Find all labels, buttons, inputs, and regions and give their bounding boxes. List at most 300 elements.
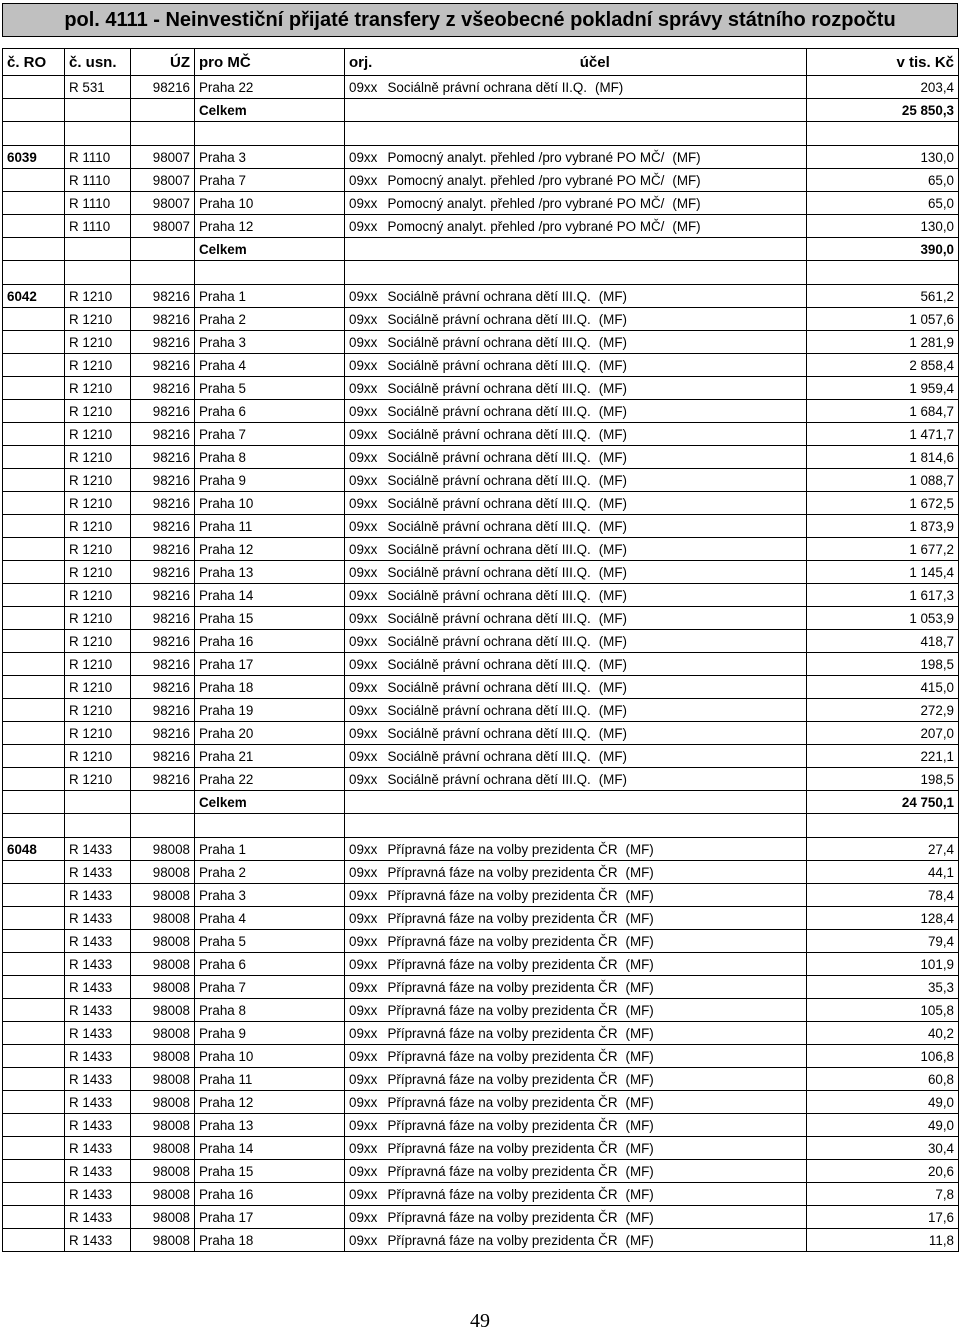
cell-ucel <box>384 976 807 999</box>
cell-orj <box>345 99 384 122</box>
cell-ro <box>3 354 65 377</box>
cell-orj: 09xx <box>345 354 384 377</box>
cell-uz: 98008 <box>131 907 195 930</box>
header-usn: č. usn. <box>65 49 131 76</box>
cell-ro <box>3 308 65 331</box>
table-row <box>3 469 959 492</box>
page-number: 49 <box>470 1310 490 1332</box>
purpose-text: Sociálně právní ochrana dětí III.Q. <box>387 334 591 350</box>
purpose-text: Sociálně právní ochrana dětí II.Q. <box>387 79 587 95</box>
table-row <box>3 1183 959 1206</box>
cell-ucel <box>384 1137 807 1160</box>
cell-value: 49,0 <box>807 1114 959 1137</box>
cell-value: 17,6 <box>807 1206 959 1229</box>
table-row <box>3 653 959 676</box>
purpose-text: Přípravná fáze na volby prezidenta ČR <box>387 910 618 926</box>
cell-ucel <box>384 930 807 953</box>
purpose-text: Přípravná fáze na volby prezidenta ČR <box>387 1232 618 1248</box>
purpose-text: Sociálně právní ochrana dětí III.Q. <box>387 518 591 534</box>
blank-row <box>3 122 959 146</box>
mf-label: (MF) <box>598 449 627 465</box>
cell-usn: R 1210 <box>65 607 131 630</box>
cell-value: 7,8 <box>807 1183 959 1206</box>
cell-value: 1 617,3 <box>807 584 959 607</box>
cell-ro <box>3 515 65 538</box>
purpose-text: Přípravná fáze na volby prezidenta ČR <box>387 1071 618 1087</box>
cell-mc: Praha 12 <box>195 215 345 238</box>
cell-ro <box>3 561 65 584</box>
table-row <box>3 1137 959 1160</box>
table-row <box>3 768 959 791</box>
mf-label: (MF) <box>672 218 701 234</box>
cell-mc: Praha 8 <box>195 446 345 469</box>
cell-usn: R 1110 <box>65 192 131 215</box>
cell-ro <box>3 1183 65 1206</box>
cell-usn: R 1433 <box>65 907 131 930</box>
table-header-row <box>3 49 959 76</box>
cell-value: 198,5 <box>807 653 959 676</box>
cell-value: 65,0 <box>807 192 959 215</box>
mf-label: (MF) <box>625 933 654 949</box>
cell-value: 1 814,6 <box>807 446 959 469</box>
cell-mc: Praha 5 <box>195 377 345 400</box>
cell-uz: 98216 <box>131 653 195 676</box>
cell-mc: Praha 1 <box>195 285 345 308</box>
cell-uz: 98008 <box>131 1160 195 1183</box>
cell-mc: Praha 9 <box>195 1022 345 1045</box>
cell-mc: Praha 7 <box>195 169 345 192</box>
mf-label: (MF) <box>625 956 654 972</box>
cell-uz: 98216 <box>131 469 195 492</box>
transfers-table <box>2 48 959 1252</box>
cell-mc: Praha 3 <box>195 146 345 169</box>
cell-orj: 09xx <box>345 308 384 331</box>
cell-ucel <box>384 446 807 469</box>
cell-ro <box>3 400 65 423</box>
cell-uz: 98216 <box>131 331 195 354</box>
table-row <box>3 838 959 861</box>
cell-mc: Praha 13 <box>195 561 345 584</box>
cell-ro <box>3 469 65 492</box>
table-row <box>3 308 959 331</box>
cell-uz: 98008 <box>131 953 195 976</box>
cell-usn: R 1210 <box>65 308 131 331</box>
cell-uz: 98216 <box>131 722 195 745</box>
purpose-text: Přípravná fáze na volby prezidenta ČR <box>387 841 618 857</box>
cell-usn: R 1433 <box>65 999 131 1022</box>
cell-ro <box>3 215 65 238</box>
mf-label: (MF) <box>625 1048 654 1064</box>
cell-ucel <box>384 515 807 538</box>
cell-uz: 98216 <box>131 446 195 469</box>
table-row <box>3 215 959 238</box>
cell-mc: Praha 18 <box>195 1229 345 1252</box>
cell-ro <box>3 1160 65 1183</box>
cell-ro <box>3 584 65 607</box>
cell-usn: R 1433 <box>65 976 131 999</box>
cell-orj: 09xx <box>345 699 384 722</box>
table-row <box>3 285 959 308</box>
total-value: 24 750,1 <box>807 791 959 814</box>
cell-usn: R 1210 <box>65 423 131 446</box>
cell-value: 1 873,9 <box>807 515 959 538</box>
cell-value: 79,4 <box>807 930 959 953</box>
cell-uz: 98216 <box>131 515 195 538</box>
cell-uz: 98216 <box>131 400 195 423</box>
cell-mc: Praha 15 <box>195 1160 345 1183</box>
table-row <box>3 884 959 907</box>
table-row <box>3 584 959 607</box>
cell-uz: 98216 <box>131 561 195 584</box>
cell-usn <box>65 814 131 838</box>
cell-ro <box>3 238 65 261</box>
cell-mc: Praha 10 <box>195 492 345 515</box>
purpose-text: Sociálně právní ochrana dětí III.Q. <box>387 357 591 373</box>
mf-label: (MF) <box>598 656 627 672</box>
cell-usn <box>65 122 131 146</box>
cell-mc <box>195 122 345 146</box>
cell-ucel <box>384 1091 807 1114</box>
cell-usn: R 1433 <box>65 1206 131 1229</box>
cell-ucel <box>384 331 807 354</box>
table-row <box>3 538 959 561</box>
cell-ucel <box>384 1045 807 1068</box>
cell-orj: 09xx <box>345 884 384 907</box>
cell-orj: 09xx <box>345 676 384 699</box>
mf-label: (MF) <box>598 771 627 787</box>
purpose-text: Sociálně právní ochrana dětí III.Q. <box>387 564 591 580</box>
page-title: pol. 4111 - Neinvestiční přijaté transfery z všeobecné pokladní správy státního rozpočtu <box>2 3 958 37</box>
total-label: Celkem <box>195 99 345 122</box>
mf-label: (MF) <box>598 702 627 718</box>
cell-value: 1 959,4 <box>807 377 959 400</box>
cell-value: 207,0 <box>807 722 959 745</box>
table-row <box>3 1091 959 1114</box>
cell-usn: R 1433 <box>65 1160 131 1183</box>
cell-uz <box>131 791 195 814</box>
cell-ro <box>3 331 65 354</box>
cell-ucel <box>384 192 807 215</box>
total-label: Celkem <box>195 791 345 814</box>
cell-orj <box>345 814 384 838</box>
cell-orj: 09xx <box>345 1045 384 1068</box>
cell-uz: 98008 <box>131 1206 195 1229</box>
mf-label: (MF) <box>598 564 627 580</box>
cell-ucel <box>384 607 807 630</box>
cell-value: 1 471,7 <box>807 423 959 446</box>
mf-label: (MF) <box>625 1025 654 1041</box>
cell-usn: R 1433 <box>65 1022 131 1045</box>
cell-uz: 98216 <box>131 538 195 561</box>
cell-uz: 98216 <box>131 630 195 653</box>
purpose-text: Sociálně právní ochrana dětí III.Q. <box>387 472 591 488</box>
purpose-text: Přípravná fáze na volby prezidenta ČR <box>387 1117 618 1133</box>
cell-ro <box>3 169 65 192</box>
header-value: v tis. Kč <box>807 49 959 76</box>
cell-orj: 09xx <box>345 930 384 953</box>
cell-value: 1 088,7 <box>807 469 959 492</box>
cell-ro <box>3 1091 65 1114</box>
cell-mc: Praha 2 <box>195 308 345 331</box>
mf-label: (MF) <box>625 887 654 903</box>
cell-orj: 09xx <box>345 561 384 584</box>
total-row <box>3 99 959 122</box>
purpose-text: Sociálně právní ochrana dětí III.Q. <box>387 748 591 764</box>
purpose-text: Přípravná fáze na volby prezidenta ČR <box>387 1002 618 1018</box>
cell-ro <box>3 1022 65 1045</box>
cell-usn: R 1210 <box>65 400 131 423</box>
cell-uz: 98008 <box>131 1229 195 1252</box>
cell-usn: R 1433 <box>65 1114 131 1137</box>
cell-usn: R 1433 <box>65 861 131 884</box>
cell-ucel <box>384 285 807 308</box>
mf-label: (MF) <box>625 1232 654 1248</box>
mf-label: (MF) <box>598 472 627 488</box>
cell-ro <box>3 492 65 515</box>
table-row <box>3 630 959 653</box>
purpose-text: Přípravná fáze na volby prezidenta ČR <box>387 1094 618 1110</box>
cell-ro <box>3 745 65 768</box>
cell-value: 130,0 <box>807 146 959 169</box>
cell-uz: 98216 <box>131 699 195 722</box>
cell-mc: Praha 12 <box>195 1091 345 1114</box>
cell-uz: 98008 <box>131 838 195 861</box>
cell-ucel <box>384 699 807 722</box>
purpose-text: Pomocný analyt. přehled /pro vybrané PO MČ/ <box>387 149 665 165</box>
cell-value: 101,9 <box>807 953 959 976</box>
cell-ro <box>3 1068 65 1091</box>
purpose-text: Přípravná fáze na volby prezidenta ČR <box>387 956 618 972</box>
cell-ucel <box>384 169 807 192</box>
cell-usn: R 531 <box>65 76 131 99</box>
table-row <box>3 515 959 538</box>
table-row <box>3 1022 959 1045</box>
purpose-text: Pomocný analyt. přehled /pro vybrané PO MČ/ <box>387 195 665 211</box>
mf-label: (MF) <box>598 311 627 327</box>
cell-ro <box>3 122 65 146</box>
cell-orj: 09xx <box>345 584 384 607</box>
cell-usn <box>65 99 131 122</box>
cell-orj: 09xx <box>345 1229 384 1252</box>
cell-usn: R 1433 <box>65 838 131 861</box>
cell-mc: Praha 9 <box>195 469 345 492</box>
purpose-text: Sociálně právní ochrana dětí III.Q. <box>387 587 591 603</box>
cell-orj <box>345 122 384 146</box>
cell-mc: Praha 6 <box>195 953 345 976</box>
table-row <box>3 722 959 745</box>
cell-uz: 98216 <box>131 377 195 400</box>
cell-mc: Praha 12 <box>195 538 345 561</box>
cell-uz: 98216 <box>131 607 195 630</box>
purpose-text: Přípravná fáze na volby prezidenta ČR <box>387 933 618 949</box>
cell-orj: 09xx <box>345 861 384 884</box>
cell-value: 561,2 <box>807 285 959 308</box>
cell-value: 49,0 <box>807 1091 959 1114</box>
table-row <box>3 1114 959 1137</box>
cell-orj: 09xx <box>345 630 384 653</box>
cell-value: 1 684,7 <box>807 400 959 423</box>
cell-ro <box>3 1137 65 1160</box>
cell-uz: 98216 <box>131 76 195 99</box>
cell-ucel <box>384 768 807 791</box>
cell-value: 198,5 <box>807 768 959 791</box>
cell-value: 221,1 <box>807 745 959 768</box>
cell-mc: Praha 20 <box>195 722 345 745</box>
cell-usn: R 1433 <box>65 1137 131 1160</box>
cell-uz: 98216 <box>131 584 195 607</box>
mf-label: (MF) <box>598 587 627 603</box>
cell-ro <box>3 722 65 745</box>
purpose-text: Sociálně právní ochrana dětí III.Q. <box>387 610 591 626</box>
cell-ucel <box>384 354 807 377</box>
table-row <box>3 377 959 400</box>
cell-usn: R 1433 <box>65 1229 131 1252</box>
cell-uz: 98216 <box>131 354 195 377</box>
cell-ro <box>3 1229 65 1252</box>
total-value: 25 850,3 <box>807 99 959 122</box>
cell-uz: 98008 <box>131 999 195 1022</box>
cell-orj: 09xx <box>345 515 384 538</box>
cell-mc: Praha 16 <box>195 630 345 653</box>
cell-mc: Praha 3 <box>195 884 345 907</box>
purpose-text: Pomocný analyt. přehled /pro vybrané PO MČ/ <box>387 172 665 188</box>
cell-value: 40,2 <box>807 1022 959 1045</box>
purpose-text: Pomocný analyt. přehled /pro vybrané PO MČ/ <box>387 218 665 234</box>
purpose-text: Přípravná fáze na volby prezidenta ČR <box>387 1186 618 1202</box>
cell-value: 1 677,2 <box>807 538 959 561</box>
cell-usn: R 1210 <box>65 331 131 354</box>
mf-label: (MF) <box>672 172 701 188</box>
cell-usn: R 1433 <box>65 1091 131 1114</box>
purpose-text: Přípravná fáze na volby prezidenta ČR <box>387 1025 618 1041</box>
cell-ro: 6042 <box>3 285 65 308</box>
cell-mc: Praha 14 <box>195 1137 345 1160</box>
cell-uz: 98216 <box>131 768 195 791</box>
cell-value: 203,4 <box>807 76 959 99</box>
cell-uz: 98216 <box>131 745 195 768</box>
cell-usn: R 1433 <box>65 930 131 953</box>
mf-label: (MF) <box>625 910 654 926</box>
cell-ucel <box>384 1022 807 1045</box>
cell-usn: R 1110 <box>65 169 131 192</box>
cell-ucel <box>384 122 807 146</box>
cell-ro <box>3 261 65 285</box>
cell-uz: 98216 <box>131 308 195 331</box>
cell-uz: 98216 <box>131 676 195 699</box>
cell-value: 27,4 <box>807 838 959 861</box>
cell-usn: R 1210 <box>65 515 131 538</box>
cell-usn: R 1433 <box>65 884 131 907</box>
cell-ucel <box>384 838 807 861</box>
table-row <box>3 76 959 99</box>
cell-value: 2 858,4 <box>807 354 959 377</box>
cell-ro <box>3 930 65 953</box>
cell-uz: 98007 <box>131 146 195 169</box>
cell-orj <box>345 238 384 261</box>
cell-ucel <box>384 492 807 515</box>
table-row <box>3 331 959 354</box>
cell-orj: 09xx <box>345 469 384 492</box>
cell-ucel <box>384 423 807 446</box>
table-row <box>3 745 959 768</box>
blank-row <box>3 261 959 285</box>
cell-orj: 09xx <box>345 976 384 999</box>
purpose-text: Sociálně právní ochrana dětí III.Q. <box>387 771 591 787</box>
purpose-text: Přípravná fáze na volby prezidenta ČR <box>387 979 618 995</box>
table-row <box>3 1206 959 1229</box>
cell-ucel <box>384 469 807 492</box>
cell-mc: Praha 16 <box>195 1183 345 1206</box>
mf-label: (MF) <box>625 1117 654 1133</box>
mf-label: (MF) <box>598 610 627 626</box>
cell-orj: 09xx <box>345 907 384 930</box>
cell-orj: 09xx <box>345 492 384 515</box>
cell-mc: Praha 22 <box>195 76 345 99</box>
table-row <box>3 400 959 423</box>
cell-value: 60,8 <box>807 1068 959 1091</box>
cell-value: 78,4 <box>807 884 959 907</box>
table-row <box>3 169 959 192</box>
table-row <box>3 676 959 699</box>
cell-uz <box>131 814 195 838</box>
cell-usn: R 1110 <box>65 215 131 238</box>
table-row <box>3 354 959 377</box>
cell-uz: 98008 <box>131 1091 195 1114</box>
cell-ucel <box>384 722 807 745</box>
cell-mc: Praha 8 <box>195 999 345 1022</box>
mf-label: (MF) <box>598 541 627 557</box>
cell-usn: R 1433 <box>65 1045 131 1068</box>
cell-ucel <box>384 745 807 768</box>
cell-ucel <box>384 814 807 838</box>
cell-usn: R 1433 <box>65 1183 131 1206</box>
cell-usn: R 1210 <box>65 354 131 377</box>
cell-mc: Praha 14 <box>195 584 345 607</box>
cell-uz: 98007 <box>131 169 195 192</box>
cell-uz: 98008 <box>131 1045 195 1068</box>
cell-orj: 09xx <box>345 607 384 630</box>
cell-usn: R 1210 <box>65 722 131 745</box>
cell-uz: 98008 <box>131 1114 195 1137</box>
cell-orj: 09xx <box>345 768 384 791</box>
mf-label: (MF) <box>625 841 654 857</box>
purpose-text: Sociálně právní ochrana dětí III.Q. <box>387 633 591 649</box>
header-ro: č. RO <box>3 49 65 76</box>
cell-orj: 09xx <box>345 1183 384 1206</box>
cell-uz: 98216 <box>131 492 195 515</box>
table-row <box>3 423 959 446</box>
cell-uz: 98008 <box>131 976 195 999</box>
cell-ro <box>3 76 65 99</box>
purpose-text: Sociálně právní ochrana dětí III.Q. <box>387 656 591 672</box>
mf-label: (MF) <box>625 979 654 995</box>
cell-orj: 09xx <box>345 745 384 768</box>
cell-value: 105,8 <box>807 999 959 1022</box>
cell-ro <box>3 607 65 630</box>
cell-ro <box>3 99 65 122</box>
table-row <box>3 561 959 584</box>
cell-usn: R 1210 <box>65 745 131 768</box>
mf-label: (MF) <box>598 403 627 419</box>
cell-ucel <box>384 999 807 1022</box>
mf-label: (MF) <box>625 1186 654 1202</box>
cell-ucel <box>384 215 807 238</box>
cell-ucel <box>384 146 807 169</box>
cell-uz: 98008 <box>131 1022 195 1045</box>
mf-label: (MF) <box>625 1163 654 1179</box>
cell-usn: R 1210 <box>65 584 131 607</box>
cell-orj: 09xx <box>345 653 384 676</box>
